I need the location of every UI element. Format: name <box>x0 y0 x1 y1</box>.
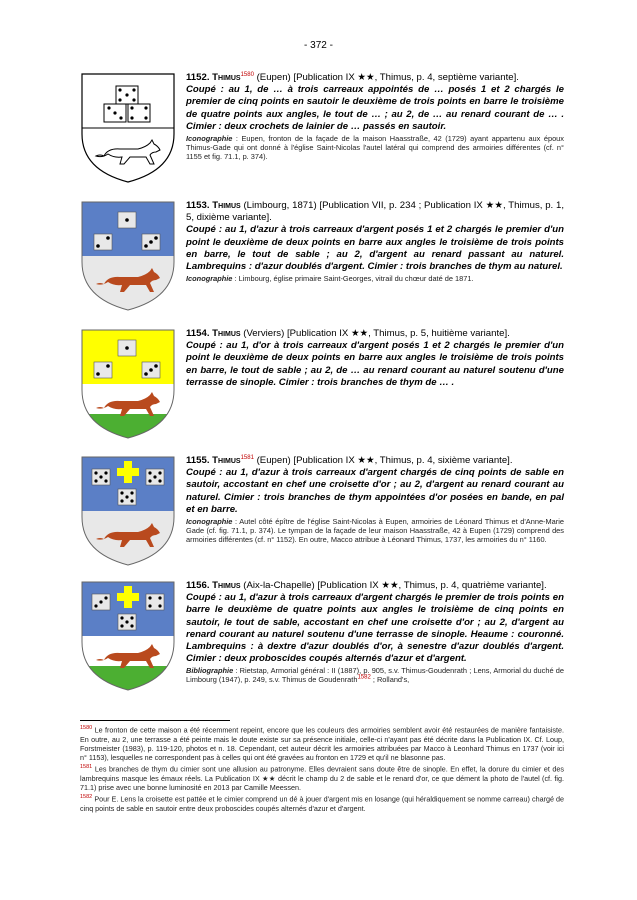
blazon: Coupé : au 1, d'or à trois carreaux d'argent posés 1 et 2 chargés le premier d'un point le deuxième de deux points en barre aux angles le troisième de trois points en barre, le tout de sable ; au 2, de … au renard courant au naturel soutenu d'une terrasse de sinople. Cimier : trois branches de thym de … . <box>186 340 564 388</box>
footnotes <box>80 724 564 814</box>
shield-1153-icon <box>80 200 176 312</box>
entry-heading: 1155. Thimus$^{1581}$ (Eupen) [Publication IX ★★, Thimus, p. 4, sixième variante]. <box>186 454 513 466</box>
iconography-note: Iconographie : Limbourg, église primaire Saint-Georges, vitrail du chœur daté de 1871. <box>186 274 474 284</box>
page-number: - 372 - <box>304 40 333 51</box>
blazon: Coupé : au 1, d'azur à trois carreaux d'argent chargés de cinq points de sable en sautoir, accostant en chef une croisette d'or ; au 2, d'argent au renard courant au naturel. Cimier : trois branches de thym appointées d'or posées en bande, en pal et en barre. <box>186 467 564 515</box>
entry-heading: 1152. Thimus$^{1580}$ (Eupen) [Publication IX ★★, Thimus, p. 4, septième variante]. <box>186 71 519 83</box>
shield-1156-icon <box>80 580 176 692</box>
shield-1155-icon <box>80 455 176 567</box>
iconography-note: Iconographie : Eupen, fronton de la façade de la maison Haasstraße, 42 (1729) ayant appartenu aux époux Thimus-Gade qui ont donné à l'église Saint-Nicolas l'autel latéral qui comprend des armoiries différentes (cf. n° 1155 et fig. 71.1, p. 374). <box>186 134 564 162</box>
blazon: Coupé : au 1, d'azur à trois carreaux d'argent chargés le premier de trois points en barre le deuxième de quatre points aux angles le troisième de cinq points en sautoir, le tout de sable, accostant en chef une croisette d'or ; au 2, d'argent au renard courant au naturel soutenu d'une terrasse de sinople. Heaume : couronné. Lambrequins : à dextre d'azur doublés d'or, à senestre d'azur doublés d'argent. Cimier : deux proboscides coupés alternés d'azur et d'argent. <box>186 592 564 665</box>
footnote: $^{1582}$ Pour E. Lens la croisette est pattée et le cimier comprend un dé à jouer d'argent mis en losange (qui héraldiquement se nomme carreau) chargé de cinq points de sable en sautoir entre deux proboscides coupés alternés d'azur et d'argent. <box>80 794 565 813</box>
iconography-note: Iconographie : Autel côté épître de l'église Saint-Nicolas à Eupen, armoiries de Léonard Thimus et d'Anne-Marie Gade (cf. fig. 71.1, p. 374). Le tympan de la façade de leur maison Haasstraße, 42 à Eupen (1729) comprend des armoiries différentes (cf. n° 1152). En outre, Macco attribue à Léonard Thimus, 1737, les armoiries du n° 1160. <box>186 517 564 545</box>
entry-heading: 1154. Thimus (Verviers) [Publication IX ★★, Thimus, p. 5, huitième variante]. <box>186 328 510 339</box>
shield-1154-icon <box>80 328 176 440</box>
entry-heading: 1153. Thimus (Limbourg, 1871) [Publication VII, p. 234 ; Publication IX ★★, Thimus, p. 1, 5, dixième variante]. <box>186 200 564 224</box>
shield-1152-icon <box>80 72 176 184</box>
footnote-rule <box>80 720 230 721</box>
blazon: Coupé : au 1, de … à trois carreaux appointés de … posés 1 et 2 chargés le premier de cinq points en sautoir le deuxième de trois points en barre le troisième de quatre points aux angles, le tout de … ; au 2, de … au renard courant de … . Cimier : deux crochets de lainier de … passés en sautoir. <box>186 84 564 132</box>
blazon: Coupé : au 1, d'azur à trois carreaux d'argent posés 1 et 2 chargés le premier d'un point le deuxième de deux points en barre aux angles le troisième de trois points en barre, le tout de sable ; au 2, d'argent au renard passant au naturel. Lambrequins : d'azur doublés d'argent. Cimier : trois branches de thym au naturel. <box>186 224 564 273</box>
bibliography-note: Bibliographie : Rietstap, Armorial général : II (1887), p. 905, s.v. Thimus-Goudenrath ; Lens, Armorial du duché de Limbourg (1947), p. 249, s.v. Thimus de Goudenrath$^{1582}$ ; Rolland's, <box>186 666 564 685</box>
footnote: $^{1581}$ Les branches de thym du cimier sont une allusion au patronyme. Elles devraient sans doute être de sinople. En effet, la dorure du cimier et des lambrequins masque les émaux réels. La Publication IX ★★ décrit le champ du 2 de sable et le renard d'or, ce que dément la photo de l'autel (cf. fig. 71.1) prise avec une bonne luminosité en 2013 par Camille Meessen. <box>80 764 565 792</box>
footnote: $^{1580}$ Le fronton de cette maison a été récemment repeint, encore que les couleurs des armoiries semblent avoir été restaurées de manière fantaisiste. En outre, au 2, une terrasse a été peinte mais le doute existe sur sa présence initiale, celle-ci n'ayant pas été décrite dans la Publication IX. Cf. Loup, Forstmeister (1983), p. 119-120, photos et n. 18. Cependant, cet auteur décrit les armoiries attribuées par Macco à Leonhard Thimus en 1737 (voir ici n° 1153), lesquelles ne correspondent pas à celles qui ont été gravées au fronton en 1729 et qu'il ne blasonne pas. <box>80 725 564 762</box>
entry-heading: 1156. Thimus (Aix-la-Chapelle) [Publication IX ★★, Thimus, p. 4, quatrième variante]. <box>186 580 547 591</box>
